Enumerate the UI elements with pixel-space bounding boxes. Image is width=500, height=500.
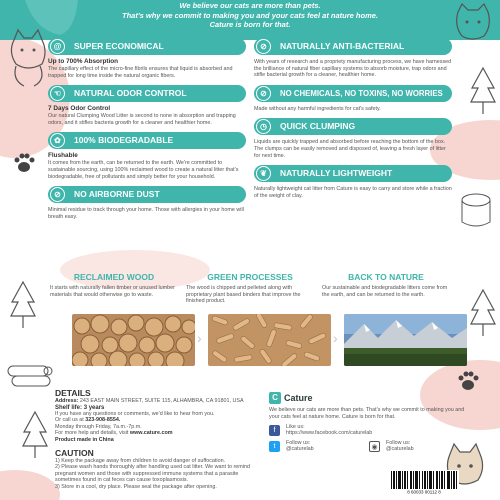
paw-print-icon [12, 152, 36, 176]
svg-text:8 60033 00112 8: 8 60033 00112 8 [407, 489, 441, 494]
wood-logs-image [72, 314, 195, 366]
feature-body: Our natural Clumping Wood Litter is second to none in absorption and trapping odors, and it stifles bacteria growth for a cleaner and healthier home. [48, 113, 236, 126]
twitter-icon: t [269, 441, 280, 452]
feature-pill: ☜ NATURAL ODOR CONTROL [48, 85, 246, 102]
feature-body: It comes from the earth, can be returned to the earth. We're committed to sustainable sourcing, using 100% reclaimed wood to create a natural litter that's biodegradable, free of pollutants and simply better for your household. [48, 160, 239, 180]
brand-name: Cature [284, 393, 313, 403]
feature-body: Made without any harmful ingredients for cat's safety. [254, 105, 381, 112]
arrow-right-icon-2: › [333, 330, 338, 346]
feature-body: The capillary effect of the micro-fine fibrils ensures that liquid is absorbed and trapped for long time inside the natural organic fibers. [48, 66, 233, 79]
top-banner [0, 0, 500, 40]
no-chemicals-icon: ⊘ [256, 86, 271, 101]
brand-box [269, 392, 465, 452]
feature-pill: ⊘ NO AIRBORNE DUST [48, 186, 246, 203]
feature-anti-bacterial [254, 38, 452, 79]
facebook-row[interactable]: f Like us: https://www.facebook.com/caturelab [269, 424, 465, 436]
feature-quick-clumping [254, 118, 452, 159]
feature-super-economical [48, 38, 246, 79]
feature-subtitle: Up to 700% Absorption [48, 58, 119, 65]
features-grid [48, 38, 454, 263]
details-title: DETAILS [55, 388, 91, 398]
feature-natural-odor-control [48, 85, 246, 126]
caution-line1: 1) Keep the package away from children to avoid danger of suffocation. [55, 457, 226, 464]
process-body: Our sustainable and biodegradable litters come from the earth, and can be returned to the earth. [322, 285, 448, 298]
tree-doodle-icon [10, 280, 36, 330]
feature-lightweight [254, 165, 452, 199]
leaf-icon: ✿ [50, 133, 65, 148]
facebook-icon: f [269, 425, 280, 436]
feature-pill: ❦ NATURALLY LIGHTWEIGHT [254, 165, 452, 182]
feature-body: Minimal residue to track through your home. Those with allergies in your home will breath easy. [48, 207, 244, 220]
feature-subtitle: Flushable [48, 152, 78, 160]
instagram-row[interactable]: ◉ Follow us: @caturelab [369, 440, 414, 452]
feature-pill: ◷ QUICK CLUMPING [254, 118, 452, 135]
process-title: BACK TO NATURE [348, 272, 424, 282]
process-body: The wood is chipped and pelleted along with proprietary plant based binders that improve the finished product. [186, 285, 301, 305]
brand-logo [269, 392, 465, 404]
spiral-icon: @ [50, 39, 65, 54]
bottom-section [55, 388, 465, 500]
mountain-lake-image [344, 314, 467, 366]
cat-doodle-right-icon [450, 2, 495, 47]
feature-body: Naturally lightweight cat litter from Cature is easy to carry and store while a fraction of the weight of clay. [254, 186, 452, 199]
process-back-to-nature [322, 272, 450, 298]
caution-line2: 2) Please wash hands thoroughly after handling used cat litter. We want to remind pregnant women and those with suppressed immune systems that a parasite sometimes found in cat feces can cause toxoplasmosis. [55, 464, 250, 484]
features-left-column [48, 38, 246, 226]
process-title: RECLAIMED WOOD [73, 272, 155, 282]
banner-text: We believe our cats are more than pets. That's why we commit to making you and your cats feel at nature home. Cature is born for that. [121, 1, 378, 29]
cature-logo-icon: C [269, 392, 281, 404]
caution-line3: 3) Store in a cool, dry place. Please seal the package after opening. [55, 483, 217, 490]
tree-doodle-right-icon-2 [470, 288, 496, 338]
instagram-icon: ◉ [369, 441, 380, 452]
details-made-in: Product made in China [55, 436, 114, 443]
feature-pill: @ SUPER ECONOMICAL [48, 38, 246, 55]
feature-body: With years of research and a propriety manufacturing process, we have harnessed the brilliance of natural fiber capillary systems to absorb moisture, trap odors and stifle bacterial growth for a cleaner, healthier home. [254, 59, 452, 79]
twitter-row[interactable]: t Follow us: @caturelab [269, 440, 369, 452]
feature-subtitle: 7 Days Odor Control [48, 105, 111, 113]
cat-doodle-icon [2, 28, 52, 88]
process-body: It starts with naturally fallen timber or unused lumber materials that would otherwise go to waste. [50, 285, 175, 298]
pink-blob-bottom-left [0, 470, 60, 500]
feature-no-airborne-dust [48, 186, 246, 220]
arrow-right-icon: › [197, 330, 202, 346]
barcode-image [389, 470, 459, 494]
process-section [50, 272, 450, 372]
clock-icon: ◷ [256, 119, 271, 134]
tree-doodle-right-icon [470, 66, 496, 116]
paw-print-right-icon [456, 370, 480, 394]
details-hours: Monday through Friday, 7a.m.-7p.m. [55, 423, 142, 430]
caution-title: CAUTION [55, 447, 94, 458]
tree-doodle-icon-2 [22, 410, 48, 460]
brand-tagline: We believe our cats are more than pets. That's why we commit to making you and your cats feel at nature home. Cature is born for that. [269, 407, 465, 420]
process-green-processes [186, 272, 314, 305]
stump-doodle-icon [458, 190, 498, 230]
details-address: Address: 243 EAST MAIN STREET, SUITE 115, ALHAMBRA, CA 91801, USA [55, 398, 244, 404]
feature-body: Liquids are quickly trapped and absorbed before reaching the bottom of the box. The clumps can be easily removed and disposed of, leaving a fresh layer of litter for next time. [254, 139, 446, 159]
feature-no-chemicals [254, 85, 452, 113]
details-line1: If you have any questions or comments, we'd like to hear from you. [55, 410, 215, 417]
feature-pill: ⊘ NO CHEMICALS, NO TOXINS, NO WORRIES [254, 85, 452, 102]
nose-icon: ☜ [50, 86, 65, 101]
no-bacteria-icon: ⊘ [256, 39, 271, 54]
process-title: GREEN PROCESSES [207, 272, 293, 282]
process-reclaimed-wood [50, 272, 178, 298]
no-dust-icon: ⊘ [50, 187, 65, 202]
details-website: For more help and details, visit www.cature.com [55, 430, 173, 437]
feature-pill: ⊘ NATURALLY ANTI-BACTERIAL [254, 38, 452, 55]
logs-doodle-icon [4, 358, 54, 388]
features-right-column [254, 38, 452, 205]
feature-biodegradable [48, 132, 246, 180]
details-phone: Or call us at 323-908-8554. [55, 417, 121, 424]
feather-icon: ❦ [256, 166, 271, 181]
details-shelf-life: Shelf life: 3 years [55, 404, 105, 411]
feature-pill: ✿ 100% BIODEGRADABLE [48, 132, 246, 149]
wood-pellets-image [208, 314, 331, 366]
